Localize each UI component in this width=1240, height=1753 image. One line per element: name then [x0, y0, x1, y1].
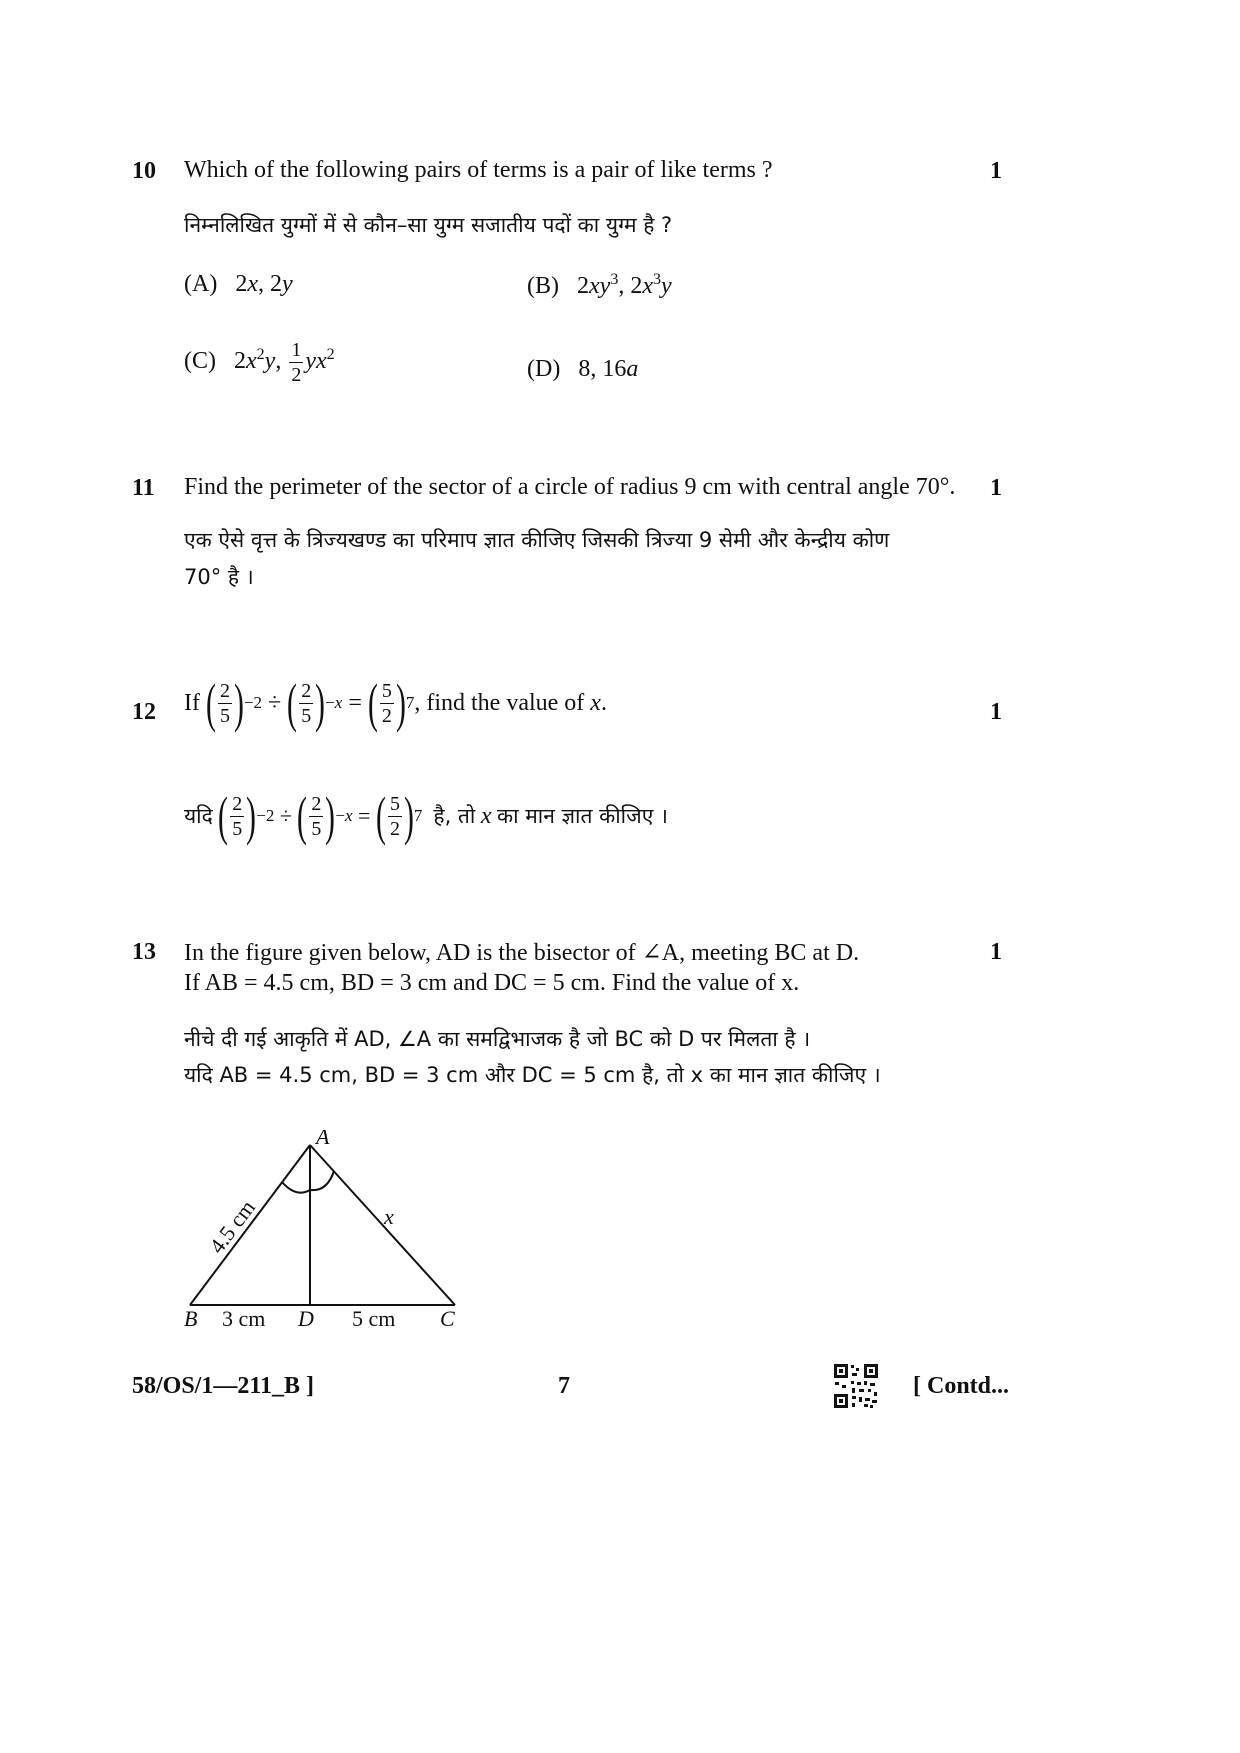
ab-length-label: 4.5 cm	[204, 1195, 261, 1259]
q13-number: 13	[132, 939, 156, 965]
paper-code: 58/OS/1—211_B ]	[132, 1373, 315, 1399]
vertex-a-label: A	[316, 1130, 330, 1149]
q10-hindi-text: निम्नलिखित युग्मों में से कौन–सा युग्म सजातीय पदों का युग्म है ?	[184, 213, 673, 237]
page-number: 7	[558, 1373, 570, 1399]
q10-option-b: (B) $2xy^3$, $2x^3y$	[527, 271, 672, 299]
q13-english-line2: If AB = 4.5 cm, BD = 3 cm and DC = 5 cm. Find the value of x.	[184, 970, 800, 996]
fraction-half: $\frac{1}{2}$	[291, 339, 302, 386]
q11-marks: 1	[990, 475, 1002, 501]
q12-marks: 1	[990, 699, 1002, 725]
side-ab	[190, 1145, 310, 1305]
q12-english-equation: If ( $\frac{2}{5}$ ) −2 ÷ ( $\frac{2}{5}$ ) −x = ( $\frac{5}{2}$ ) 7 , find the value of x .	[184, 673, 607, 733]
option-label: (C)	[184, 348, 216, 375]
q10-number: 10	[132, 158, 156, 184]
q13-hindi-line1: नीचे दी गई आकृति में AD, ∠A का समद्विभाजक है जो BC को D पर मिलता है ।	[184, 1027, 811, 1051]
option-label: (D)	[527, 356, 561, 382]
q13-marks: 1	[990, 939, 1002, 965]
continued-label: [ Contd...	[913, 1373, 1010, 1399]
option-label: (B)	[527, 273, 559, 299]
vertex-c-label: C	[440, 1306, 455, 1331]
q12-variable: x	[590, 689, 601, 716]
q11-hindi-line2: 70° है ।	[184, 565, 254, 589]
q12-english-suffix: , find the value of	[414, 689, 585, 716]
side-ac	[310, 1145, 455, 1305]
q12-hindi-suffix-2: का मान ज्ञात कीजिए ।	[497, 804, 668, 828]
q10-english-text: Which of the following pairs of terms is a pair of like terms ?	[184, 157, 773, 183]
q13-hindi-line2: यदि AB = 4.5 cm, BD = 3 cm और DC = 5 cm है, तो x का मान ज्ञात कीजिए ।	[184, 1063, 881, 1087]
q12-hindi-suffix-1: है, तो	[433, 804, 476, 828]
triangle-figure	[170, 1130, 490, 1340]
q12-if-label: If	[184, 689, 200, 716]
ac-length-label: x	[384, 1204, 394, 1229]
q12-hindi-equation: यदि ( $\frac{2}{5}$ ) −2 ÷ ( $\frac{2}{5}$ ) −x = ( $\frac{5}{2}$ ) 7 है, तो x का मान ज्ञात कीजिए ।	[184, 786, 668, 846]
q11-number: 11	[132, 475, 155, 501]
dc-length-label: 5 cm	[352, 1306, 396, 1331]
vertex-d-label: D	[298, 1306, 314, 1331]
q12-hindi-prefix: यदि	[184, 804, 213, 828]
q10-option-c: (C) $2x^2y$, $\frac{1}{2}$ $yx^2$	[184, 339, 335, 386]
angle-arc-left	[282, 1182, 310, 1193]
angle-arc-right	[310, 1171, 334, 1190]
q11-hindi-line1: एक ऐसे वृत्त के त्रिज्यखण्ड का परिमाप ज्ञात कीजिए जिसकी त्रिज्या 9 सेमी और केन्द्रीय कोण	[184, 528, 890, 552]
q10-marks: 1	[990, 158, 1002, 184]
bd-length-label: 3 cm	[222, 1306, 266, 1331]
q10-option-a: (A) 2x, 2y	[184, 271, 293, 297]
option-label: (A)	[184, 271, 218, 297]
q13-english-line1: In the figure given below, AD is the bisector of ∠A, meeting BC at D.	[184, 940, 860, 966]
q10-option-d: (D) 8, 16a	[527, 356, 639, 382]
q12-number: 12	[132, 699, 156, 725]
q11-english-text: Find the perimeter of the sector of a circle of radius 9 cm with central angle 70°.	[184, 474, 956, 500]
vertex-b-label: B	[184, 1306, 198, 1331]
qr-code-icon	[832, 1362, 880, 1410]
